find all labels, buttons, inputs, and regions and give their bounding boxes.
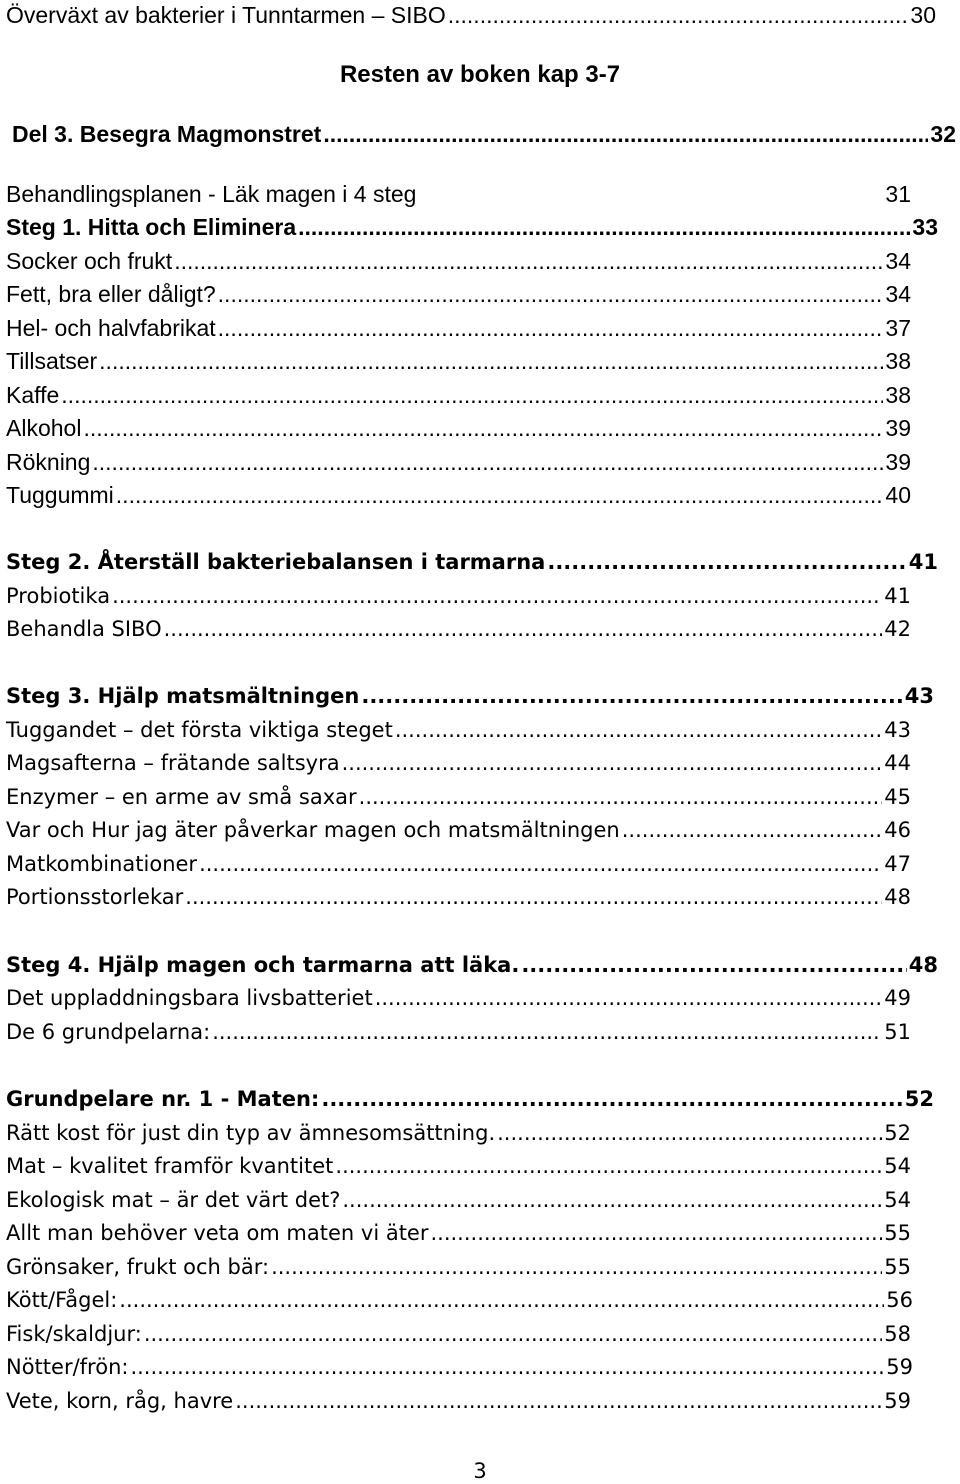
dot-leader xyxy=(174,246,883,276)
toc-entry-sibo xyxy=(6,0,936,30)
toc-entry-label: Överväxt av bakterier i Tunntarmen – SIBO xyxy=(6,2,446,28)
dot-leader xyxy=(335,1151,882,1181)
toc-entry-page: 46 xyxy=(884,818,911,842)
toc-entry-label: De 6 grundpelarna: xyxy=(6,1020,211,1044)
toc-entry-page: 32 xyxy=(930,121,956,147)
toc-entry-page: 42 xyxy=(884,617,911,641)
dot-leader xyxy=(342,1185,882,1215)
toc-entry-label: Steg 4. Hjälp magen och tarmarna att läka. xyxy=(6,953,520,977)
toc-entry-label: Kaffe xyxy=(6,382,60,408)
toc-entry-label: Socker och frukt xyxy=(6,248,173,274)
toc-entry-page: 51 xyxy=(884,1020,911,1044)
toc-entry-label: Kött/Fågel: xyxy=(6,1288,118,1312)
toc-entry-steg4 xyxy=(6,950,938,980)
toc-entry-label: Rätt kost för just din typ av ämnesomsättning. xyxy=(6,1121,496,1145)
dot-leader xyxy=(521,950,906,980)
dot-leader xyxy=(83,413,883,443)
toc-entry-label: Fisk/skaldjur: xyxy=(6,1322,142,1346)
toc-entry-page: 52 xyxy=(904,1087,934,1111)
toc-entry-label: Fett, bra eller dåligt? xyxy=(6,281,216,307)
toc-entry xyxy=(6,815,911,845)
toc-entry-behandlingsplanen xyxy=(6,179,911,209)
toc-entry-label: Behandla SIBO xyxy=(6,617,162,641)
toc-entry-label: Rökning xyxy=(6,449,91,475)
toc-entry-page: 48 xyxy=(884,885,911,909)
dot-leader xyxy=(164,614,883,644)
toc-entry xyxy=(6,1218,911,1248)
toc-entry-page: 56 xyxy=(886,1288,913,1312)
dot-leader xyxy=(298,212,910,242)
toc-entry-label: Allt man behöver veta om maten vi äter xyxy=(6,1221,429,1245)
toc-entry-label: Alkohol xyxy=(6,415,82,441)
toc-entry xyxy=(6,782,911,812)
dot-leader xyxy=(116,480,884,510)
toc-entry-page: 59 xyxy=(884,1389,911,1413)
dot-leader xyxy=(342,748,883,778)
toc-entry-page: 38 xyxy=(885,382,911,408)
toc-entry-page: 43 xyxy=(904,684,934,708)
toc-entry-label: Del 3. Besegra Magmonstret xyxy=(12,121,322,147)
toc-entry xyxy=(6,480,911,510)
toc-entry xyxy=(6,246,911,276)
dot-leader xyxy=(359,782,883,812)
dot-leader xyxy=(497,1118,882,1148)
toc-entry-page: 33 xyxy=(912,214,938,240)
toc-entry-page: 55 xyxy=(884,1255,911,1279)
toc-entry-page: 55 xyxy=(884,1221,911,1245)
toc-entry xyxy=(6,313,911,343)
dot-leader xyxy=(218,313,884,343)
toc-entry-label: Nötter/frön: xyxy=(6,1355,129,1379)
toc-entry xyxy=(6,279,911,309)
toc-entry-page: 30 xyxy=(910,2,936,28)
toc-entry-page: 40 xyxy=(885,482,911,508)
toc-entry xyxy=(6,715,911,745)
toc-entry xyxy=(6,849,911,879)
toc-entry xyxy=(6,1352,913,1382)
toc-entry-page: 58 xyxy=(884,1322,911,1346)
toc-entry-steg2 xyxy=(6,547,938,577)
toc-entry-label: Var och Hur jag äter påverkar magen och matsmältningen xyxy=(6,818,620,842)
toc-entry-label: Grundpelare nr. 1 - Maten: xyxy=(6,1087,320,1111)
toc-entry-label: Enzymer – en arme av små saxar xyxy=(6,785,357,809)
toc-entry-page: 37 xyxy=(885,315,911,341)
dot-leader xyxy=(199,849,882,879)
toc-entry xyxy=(6,1151,911,1181)
dot-leader xyxy=(547,547,906,577)
toc-entry-page: 38 xyxy=(885,348,911,374)
toc-entry xyxy=(6,1017,911,1047)
section-heading-rest: Resten av boken kap 3-7 xyxy=(339,61,621,88)
toc-entry-page: 43 xyxy=(884,718,911,742)
page-number: 3 xyxy=(473,1459,487,1483)
toc-entry-steg3 xyxy=(6,681,934,711)
toc-entry-page: 34 xyxy=(885,248,911,274)
dot-leader xyxy=(112,581,882,611)
toc-entry-page: 39 xyxy=(885,449,911,475)
toc-entry-page: 59 xyxy=(886,1355,913,1379)
toc-entry-page: 31 xyxy=(885,181,911,207)
toc-entry xyxy=(6,1252,911,1282)
toc-entry xyxy=(6,983,911,1013)
toc-entry-label: Det uppladdningsbara livsbatteriet xyxy=(6,986,373,1010)
toc-entry-page: 48 xyxy=(908,953,938,977)
toc-entry-page: 41 xyxy=(884,584,911,608)
dot-leader xyxy=(61,380,883,410)
toc-entry xyxy=(6,1185,911,1215)
dot-leader xyxy=(375,983,883,1013)
toc-entry-page: 54 xyxy=(884,1154,911,1178)
dot-leader xyxy=(622,815,883,845)
toc-entry xyxy=(6,882,911,912)
toc-entry-label: Tillsatser xyxy=(6,348,98,374)
dot-leader xyxy=(185,882,882,912)
toc-entry-label: Probiotika xyxy=(6,584,111,608)
toc-entry-page: 49 xyxy=(884,986,911,1010)
dot-leader xyxy=(323,119,928,149)
toc-entry xyxy=(6,413,911,443)
dot-leader xyxy=(130,1352,884,1382)
toc-entry-label: Steg 1. Hitta och Eliminera xyxy=(6,214,297,240)
toc-entry-label: Tuggandet – det första viktiga steget xyxy=(6,718,393,742)
toc-entry xyxy=(6,748,911,778)
toc-entry xyxy=(6,581,911,611)
toc-entry-label: Magsafterna – frätande saltsyra xyxy=(6,751,340,775)
toc-entry xyxy=(6,1285,913,1315)
toc-entry xyxy=(6,614,911,644)
dot-leader xyxy=(395,715,882,745)
toc-entry-label: Mat – kvalitet framför kvantitet xyxy=(6,1154,334,1178)
toc-entry-label: Hel- och halvfabrikat xyxy=(6,315,216,341)
toc-entry xyxy=(6,380,911,410)
toc-entry-page: 34 xyxy=(885,281,911,307)
dot-leader xyxy=(321,1084,902,1114)
toc-entry-page: 44 xyxy=(884,751,911,775)
dot-leader xyxy=(361,681,902,711)
dot-leader xyxy=(212,1017,882,1047)
toc-entry-label: Tuggummi xyxy=(6,482,114,508)
dot-leader xyxy=(430,1218,882,1248)
toc-entry-label: Matkombinationer xyxy=(6,852,198,876)
dot-leader xyxy=(99,346,883,376)
toc-entry xyxy=(6,1319,911,1349)
toc-entry-page: 39 xyxy=(885,415,911,441)
dot-leader xyxy=(119,1285,884,1315)
toc-entry xyxy=(6,346,911,376)
toc-entry-label: Steg 2. Återställ bakteriebalansen i tarmarna xyxy=(6,550,546,574)
toc-entry-label: Portionsstorlekar xyxy=(6,885,184,909)
toc-entry-page: 52 xyxy=(884,1121,911,1145)
toc-entry-page: 45 xyxy=(884,785,911,809)
toc-entry-label: Ekologisk mat – är det värt det? xyxy=(6,1188,341,1212)
toc-entry-page: 54 xyxy=(884,1188,911,1212)
toc-entry-steg1 xyxy=(6,212,938,242)
toc-entry xyxy=(6,1386,911,1416)
dot-leader xyxy=(218,279,884,309)
toc-entry-label: Behandlingsplanen - Läk magen i 4 steg xyxy=(6,181,417,207)
dot-leader xyxy=(235,1386,882,1416)
toc-entry-page: 47 xyxy=(884,852,911,876)
dot-leader xyxy=(144,1319,882,1349)
toc-entry-grundpelare1 xyxy=(6,1084,934,1114)
dot-leader xyxy=(271,1252,882,1282)
dot-leader xyxy=(448,0,909,30)
toc-entry xyxy=(6,1118,911,1148)
toc-entry-del3 xyxy=(12,119,956,149)
toc-entry-label: Steg 3. Hjälp matsmältningen xyxy=(6,684,360,708)
toc-entry-label: Grönsaker, frukt och bär: xyxy=(6,1255,270,1279)
toc-entry-label: Vete, korn, råg, havre xyxy=(6,1389,234,1413)
toc-entry xyxy=(6,447,911,477)
dot-leader xyxy=(92,447,883,477)
toc-entry-page: 41 xyxy=(908,550,938,574)
